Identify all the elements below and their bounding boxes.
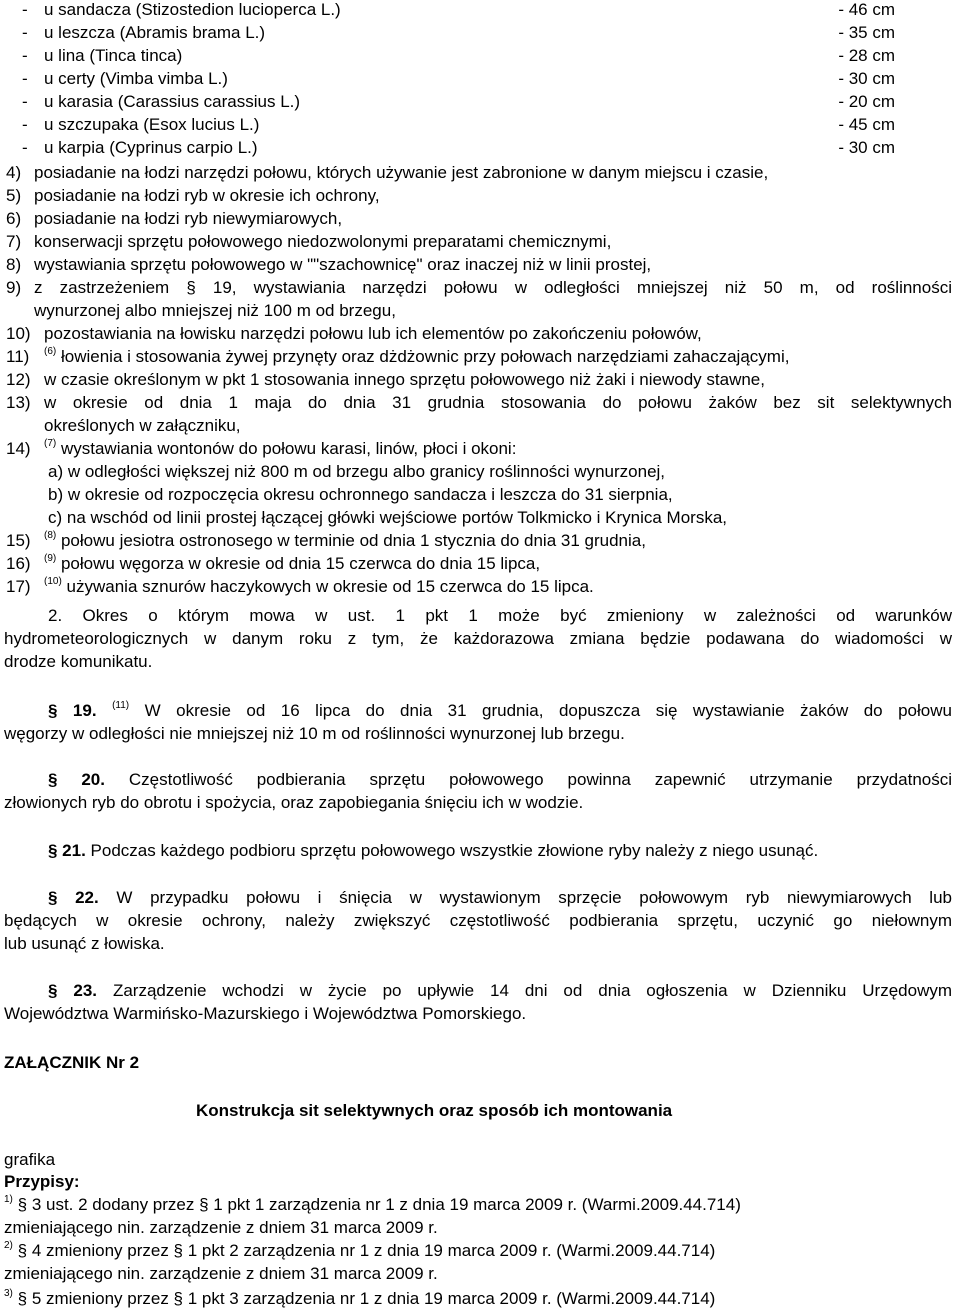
fish-row: - u karpia (Cyprinus carpio L.) - 30 cm	[22, 138, 895, 157]
footnote-ref[interactable]: (8)	[44, 530, 57, 541]
fish-row: - u szczupaka (Esox lucius L.) - 45 cm	[22, 115, 895, 134]
fish-row: - u leszcza (Abramis brama L.) - 35 cm	[22, 23, 895, 42]
fish-row: - u lina (Tinca tinca) - 28 cm	[22, 46, 895, 65]
section-mark: § 21.	[48, 841, 86, 860]
footnote-ref[interactable]: (11)	[112, 700, 130, 711]
fish-row: - u sandacza (Stizostedion lucioperca L.) - 46 cm	[22, 0, 895, 19]
footnote-ref[interactable]: (9)	[44, 553, 57, 564]
footnote-ref[interactable]: (6)	[44, 346, 57, 357]
fish-row: - u certy (Vimba vimba L.) - 30 cm	[22, 69, 895, 88]
section-mark: § 22.	[48, 888, 99, 907]
section-mark: § 20.	[48, 770, 105, 789]
section-mark: § 19.	[48, 701, 97, 720]
footnote-ref[interactable]: (7)	[44, 438, 57, 449]
graphic-placeholder: grafika	[4, 1150, 56, 1169]
section-mark: § 23.	[48, 981, 98, 1000]
fish-row: - u karasia (Carassius carassius L.) - 20 cm	[22, 92, 895, 111]
footnotes-heading: Przypisy:	[4, 1172, 80, 1191]
annex-title: ZAŁĄCZNIK Nr 2	[4, 1053, 140, 1072]
annex-subtitle: Konstrukcja sit selektywnych oraz sposób ich montowania	[196, 1101, 673, 1120]
footnote-ref[interactable]: (10)	[44, 576, 62, 587]
